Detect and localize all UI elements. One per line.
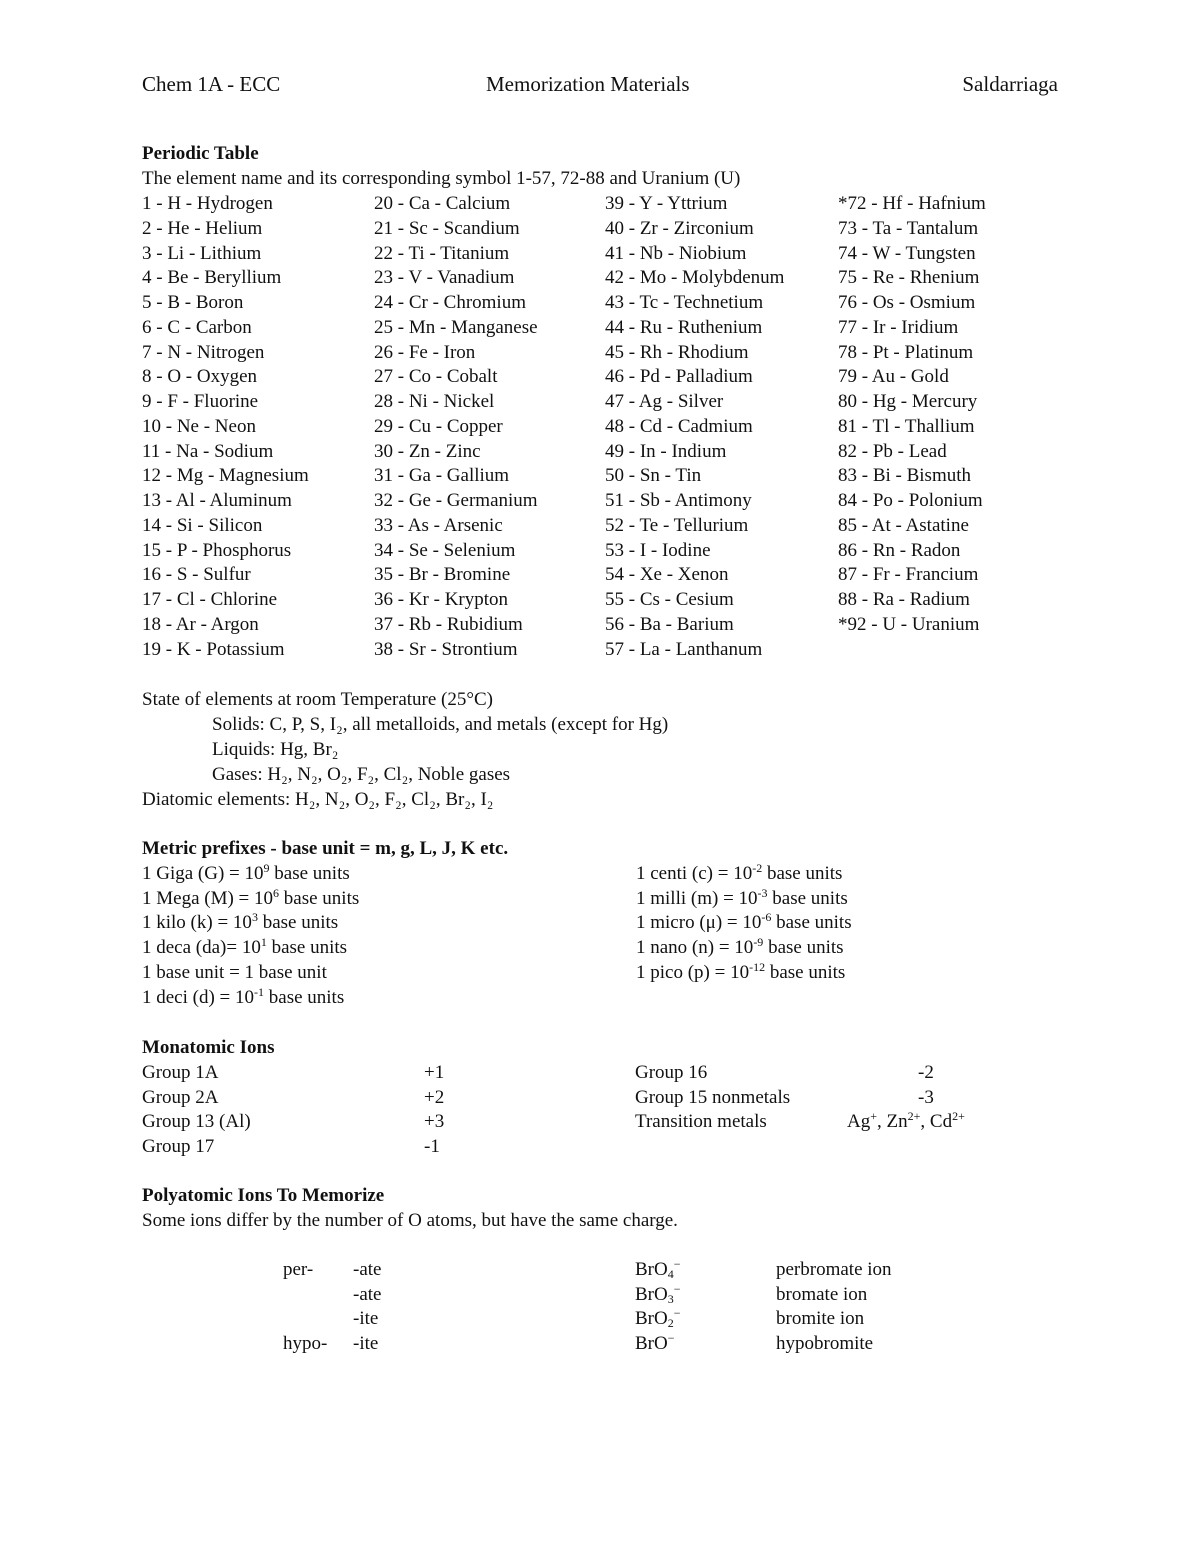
- unit-text: base units: [767, 887, 848, 909]
- formula-charge: −: [673, 1281, 681, 1296]
- exponent: -1: [254, 984, 265, 999]
- exponent: -6: [761, 910, 772, 925]
- formula-subscript: 3: [667, 1291, 674, 1306]
- element-entry: 27 - Co - Cobalt: [374, 366, 498, 388]
- ion-charge: -1: [424, 1136, 440, 1158]
- solids-line: Solids: C, P, S, I₂, all metalloids, and metals (except for Hg): [212, 714, 669, 735]
- ion-formula: [635, 1258, 681, 1282]
- transition-metal-ions: Ag+, $Zn^{2+}$, $Cd^{2+}$: [847, 1109, 965, 1132]
- metric-prefix-row: [142, 961, 327, 985]
- element-entry: 34 - Se - Selenium: [374, 539, 516, 561]
- element-entry: 29 - Cu - Copper: [374, 415, 503, 437]
- exponent: 1: [260, 935, 267, 950]
- element-entry: 44 - Ru - Ruthenium: [605, 316, 763, 338]
- page-header: [142, 72, 1058, 100]
- element-entry: 54 - Xe - Xenon: [605, 564, 729, 586]
- exponent: -9: [753, 935, 764, 950]
- ion-charge: +1: [424, 1062, 445, 1083]
- element-column-4: [838, 192, 986, 638]
- name-suffix: -ite: [353, 1308, 379, 1330]
- periodic-table-heading: Periodic Table: [142, 143, 259, 164]
- exponent: 6: [273, 885, 280, 900]
- prefix-text: 1 kilo (k) = 10: [142, 912, 252, 934]
- element-entry: 12 - Mg - Magnesium: [142, 465, 309, 487]
- ion-charge: +3: [424, 1111, 445, 1133]
- element-entry: 17 - Cl - Chlorine: [142, 589, 278, 610]
- element-entry: 5 - B - Boron: [142, 292, 244, 313]
- element-entry: 18 - Ar - Argon: [142, 613, 259, 635]
- element-entry: 86 - Rn - Radon: [838, 539, 961, 561]
- element-entry: 28 - Ni - Nickel: [374, 391, 495, 412]
- element-entry: 35 - Br - Bromine: [374, 564, 511, 586]
- element-entry: 50 - Sn - Tin: [605, 465, 702, 487]
- prefix-text: 1 pico (p) = 10: [636, 961, 750, 983]
- element-entry: 83 - Bi - Bismuth: [838, 465, 972, 487]
- metric-prefix-row: [636, 911, 852, 935]
- ion-name: hypobromite: [776, 1333, 874, 1355]
- element-entry: 24 - Cr - Chromium: [374, 292, 526, 313]
- element-entry: 77 - Ir - Iridium: [838, 316, 959, 338]
- element-entry: 49 - In - Indium: [605, 440, 727, 462]
- element-entry: 48 - Cd - Cadmium: [605, 415, 753, 437]
- ion-charge: -3: [918, 1086, 934, 1108]
- element-entry: 8 - O - Oxygen: [142, 366, 258, 388]
- ion-formula: [635, 1283, 681, 1307]
- prefix-text: 1 deci (d) = 10: [142, 986, 255, 1008]
- element-entry: 81 - Tl - Thallium: [838, 415, 975, 437]
- document-title: Memorization Materials: [486, 72, 690, 96]
- exponent: 9: [263, 861, 270, 875]
- element-entry: 55 - Cs - Cesium: [605, 589, 734, 610]
- unit-text: base units: [264, 986, 345, 1008]
- ion-formula: [635, 1307, 681, 1331]
- element-entry: 10 - Ne - Neon: [142, 415, 256, 437]
- name-suffix: -ate: [353, 1259, 382, 1280]
- element-entry: 38 - Sr - Strontium: [374, 638, 518, 660]
- element-entry: 74 - W - Tungsten: [838, 242, 976, 264]
- element-entry: 43 - Tc - Technetium: [605, 292, 764, 313]
- monatomic-heading: Monatomic Ions: [142, 1037, 275, 1058]
- element-entry: 13 - Al - Aluminum: [142, 490, 292, 511]
- unit-text: base units: [762, 863, 843, 884]
- element-entry: 41 - Nb - Niobium: [605, 242, 747, 264]
- metric-prefix-row: [636, 936, 844, 960]
- ion-charge-sup: 2+: [907, 1109, 921, 1123]
- liquids-line: Liquids: Hg, Br₂: [212, 739, 339, 760]
- author-name: Saldarriaga: [962, 72, 1058, 96]
- prefix-text: 1 Mega (M) = 10: [142, 887, 274, 909]
- element-entry: 56 - Ba - Barium: [605, 613, 734, 635]
- name-suffix: -ate: [353, 1283, 382, 1305]
- metric-prefix-row: [142, 911, 338, 935]
- ion-symbol: Ag: [847, 1111, 871, 1132]
- unit-text: base units: [771, 912, 852, 934]
- prefix-text: 1 micro (μ) = 10: [636, 912, 762, 934]
- element-entry: 46 - Pd - Palladium: [605, 366, 753, 388]
- element-entry: 1 - H - Hydrogen: [142, 193, 273, 214]
- element-entry: 88 - Ra - Radium: [838, 589, 970, 610]
- element-entry: *72 - Hf - Hafnium: [838, 193, 986, 214]
- element-entry: 39 - Y - Yttrium: [605, 193, 728, 214]
- element-entry: 30 - Zn - Zinc: [374, 440, 481, 462]
- element-column-1: [142, 192, 309, 662]
- element-entry: 47 - Ag - Silver: [605, 391, 724, 412]
- formula-charge: −: [667, 1331, 675, 1346]
- metric-prefix-row: [636, 961, 845, 985]
- element-entry: 15 - P - Phosphorus: [142, 539, 292, 561]
- element-entry: 23 - V - Vanadium: [374, 267, 515, 289]
- exponent: -12: [749, 959, 766, 974]
- element-entry: 40 - Zr - Zirconium: [605, 217, 754, 239]
- formula-base: BrO: [635, 1283, 668, 1305]
- states-heading: State of elements at room Temperature (25°C): [142, 689, 493, 710]
- unit-text: base units: [266, 937, 348, 959]
- formula-base: BrO: [635, 1259, 668, 1280]
- element-entry: 42 - Mo - Molybdenum: [605, 267, 785, 289]
- element-entry: 76 - Os - Osmium: [838, 292, 976, 313]
- element-entry: 14 - Si - Silicon: [142, 514, 263, 536]
- ion-group: Group 17: [142, 1136, 215, 1158]
- element-entry: 87 - Fr - Francium: [838, 564, 979, 586]
- prefix-text: 1 centi (c) = 10: [636, 863, 753, 884]
- element-entry: 20 - Ca - Calcium: [374, 193, 511, 214]
- element-entry: 2 - He - Helium: [142, 217, 263, 239]
- ion-formula: [635, 1332, 675, 1356]
- element-entry: 19 - K - Potassium: [142, 638, 285, 660]
- element-column-3: [605, 192, 784, 662]
- element-entry: 78 - Pt - Platinum: [838, 341, 974, 363]
- element-entry: 25 - Mn - Manganese: [374, 316, 538, 338]
- unit-text: base units: [279, 887, 360, 909]
- formula-charge: −: [673, 1257, 681, 1271]
- element-entry: 26 - Fe - Iron: [374, 341, 476, 363]
- element-entry: 53 - I - Iodine: [605, 539, 711, 561]
- polyatomic-subtitle: Some ions differ by the number of O atoms, but have the same charge.: [142, 1210, 678, 1231]
- ion-symbol: Zn: [886, 1111, 908, 1132]
- element-entry: 84 - Po - Polonium: [838, 490, 983, 511]
- element-entry: 45 - Rh - Rhodium: [605, 341, 749, 363]
- element-entry: 73 - Ta - Tantalum: [838, 217, 979, 239]
- name-prefix: hypo-: [283, 1333, 328, 1355]
- formula-charge: −: [673, 1306, 681, 1321]
- element-entry: 82 - Pb - Lead: [838, 440, 947, 462]
- element-entry: 4 - Be - Beryllium: [142, 267, 282, 289]
- ion-symbol: Cd: [929, 1111, 953, 1132]
- element-entry: 79 - Au - Gold: [838, 366, 949, 388]
- ion-charge: +2: [424, 1086, 445, 1108]
- element-entry: 11 - Na - Sodium: [142, 440, 274, 462]
- ion-group: Group 2A: [142, 1086, 219, 1108]
- exponent: 3: [251, 910, 258, 925]
- name-suffix: -ite: [353, 1333, 379, 1355]
- ion-group: Group 1A: [142, 1062, 219, 1083]
- element-entry: 22 - Ti - Titanium: [374, 242, 510, 264]
- formula-subscript: 2: [667, 1316, 674, 1331]
- ion-charge-sup: +: [870, 1109, 878, 1123]
- element-entry: 36 - Kr - Krypton: [374, 589, 509, 610]
- ion-group: Group 16: [635, 1062, 708, 1083]
- prefix-text: 1 deca (da)= 10: [142, 937, 261, 959]
- element-entry: 6 - C - Carbon: [142, 316, 252, 338]
- element-entry: 85 - At - Astatine: [838, 514, 969, 536]
- element-entry: 33 - As - Arsenic: [374, 514, 503, 536]
- diatomic-line: Diatomic elements: H₂, N₂, O₂, F₂, Cl₂, Br₂, I₂: [142, 789, 494, 810]
- exponent: -3: [757, 885, 768, 900]
- element-entry: 51 - Sb - Antimony: [605, 490, 752, 511]
- ion-name: perbromate ion: [776, 1259, 892, 1280]
- ion-group: Group 15 nonmetals: [635, 1086, 791, 1108]
- prefix-text: 1 base unit = 1 base unit: [142, 961, 327, 983]
- formula-base: BrO: [635, 1333, 668, 1355]
- element-entry: 21 - Sc - Scandium: [374, 217, 520, 239]
- exponent: -2: [752, 861, 763, 875]
- metric-prefix-row: [142, 887, 359, 911]
- element-entry: 16 - S - Sulfur: [142, 564, 251, 586]
- ion-charge-sup: 2+: [952, 1109, 965, 1123]
- element-entry: 52 - Te - Tellurium: [605, 514, 749, 536]
- element-entry: 80 - Hg - Mercury: [838, 391, 978, 412]
- unit-text: base units: [257, 912, 339, 934]
- periodic-table-subtitle: The element name and its corresponding symbol 1-57, 72-88 and Uranium (U): [142, 168, 741, 189]
- unit-text: base units: [765, 961, 846, 983]
- element-entry: 57 - La - Lanthanum: [605, 638, 763, 660]
- metric-prefix-row: [636, 887, 848, 911]
- formula-base: BrO: [635, 1308, 668, 1330]
- prefix-text: 1 milli (m) = 10: [636, 887, 758, 909]
- unit-text: base units: [269, 863, 350, 884]
- metric-prefix-row: [636, 862, 842, 886]
- formula-subscript: 4: [667, 1267, 674, 1281]
- unit-text: base units: [763, 937, 844, 959]
- name-prefix: per-: [283, 1259, 314, 1280]
- ion-charge: -2: [918, 1062, 934, 1083]
- element-entry: 3 - Li - Lithium: [142, 242, 262, 264]
- element-entry: 31 - Ga - Gallium: [374, 465, 510, 487]
- metric-prefix-row: [142, 936, 347, 960]
- prefix-text: 1 Giga (G) = 10: [142, 863, 264, 884]
- metric-prefix-row: [142, 986, 344, 1010]
- metric-prefix-row: [142, 862, 350, 886]
- ion-group: Group 13 (Al): [142, 1111, 251, 1133]
- element-entry: 9 - F - Fluorine: [142, 391, 259, 412]
- prefix-text: 1 nano (n) = 10: [636, 937, 754, 959]
- ion-name: bromite ion: [776, 1308, 865, 1330]
- element-entry: *92 - U - Uranium: [838, 613, 980, 635]
- transition-metals-label: Transition metals: [635, 1111, 767, 1132]
- ion-name: bromate ion: [776, 1283, 868, 1305]
- course-label: Chem 1A - ECC: [142, 72, 281, 96]
- metric-heading: Metric prefixes - base unit = m, g, L, J, K etc.: [142, 838, 509, 859]
- element-entry: 32 - Ge - Germanium: [374, 490, 538, 511]
- element-entry: 7 - N - Nitrogen: [142, 341, 265, 363]
- element-entry: 37 - Rb - Rubidium: [374, 613, 523, 635]
- element-entry: 75 - Re - Rhenium: [838, 267, 980, 289]
- gases-line: Gases: H₂, N₂, O₂, F₂, Cl₂, Noble gases: [212, 764, 511, 785]
- polyatomic-heading: Polyatomic Ions To Memorize: [142, 1185, 385, 1206]
- element-column-2: [374, 192, 538, 662]
